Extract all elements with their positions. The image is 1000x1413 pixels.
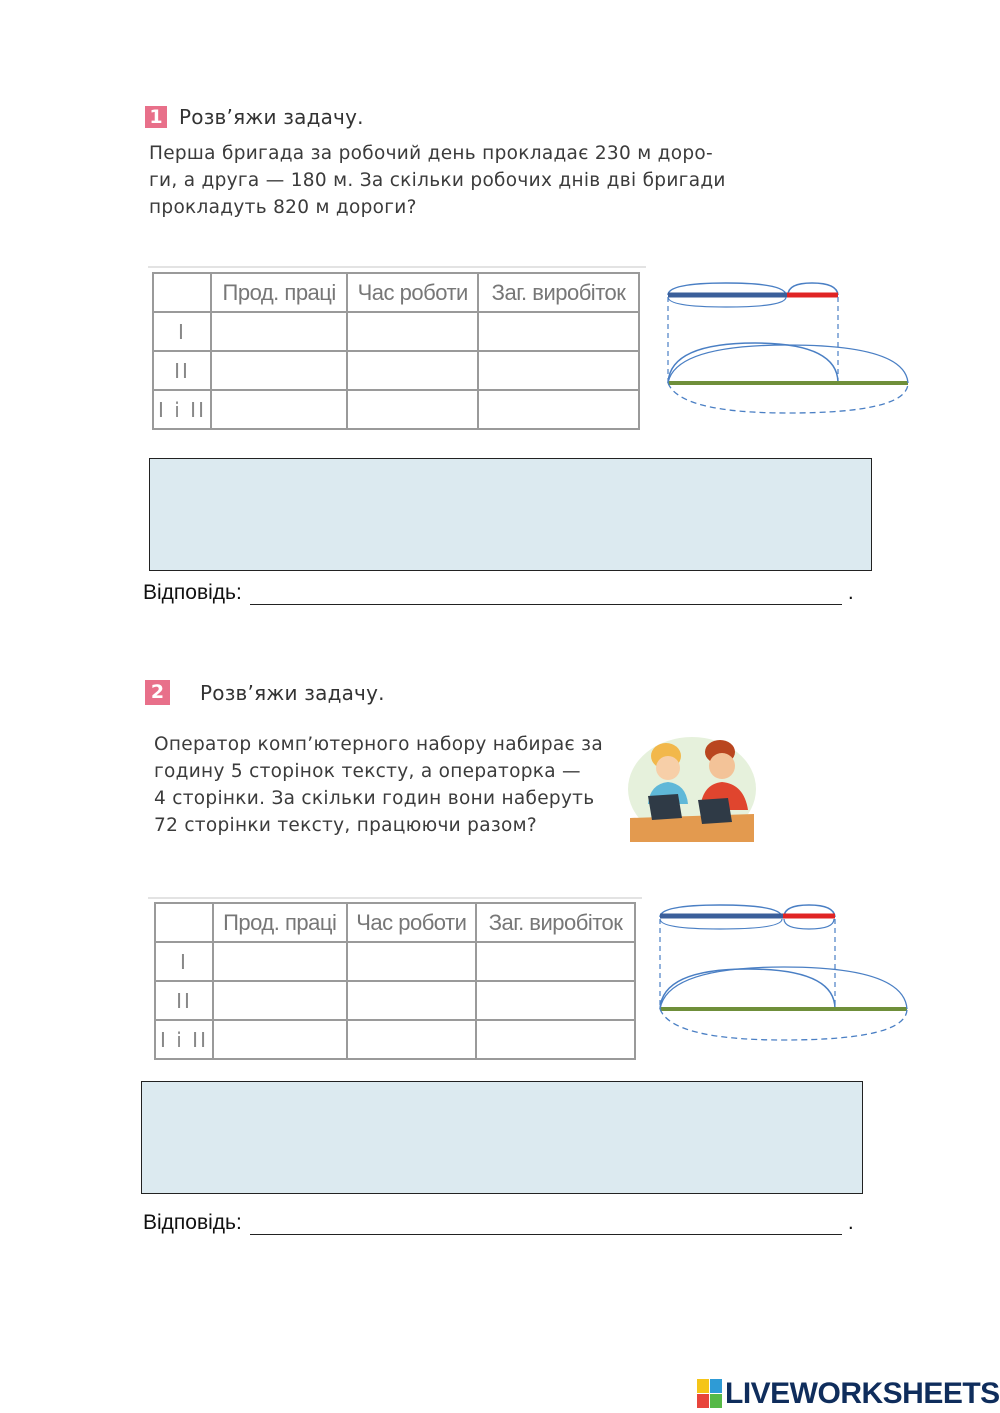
task-1-solution-area[interactable]	[149, 458, 872, 571]
table-row-label: II	[153, 351, 211, 390]
task-1-text-line: Перша бригада за робочий день прокладає 230 м доро-	[149, 143, 714, 164]
task-2-answer-input[interactable]	[250, 1211, 842, 1235]
boy-face-icon	[709, 753, 735, 779]
table-cell-input[interactable]	[478, 312, 639, 351]
task-2-answer-period: .	[847, 1211, 854, 1234]
table-cell-input[interactable]	[211, 351, 347, 390]
task-2-answer-row	[143, 1211, 854, 1235]
table-cell-input[interactable]	[213, 981, 347, 1020]
task-2-title: Розв’яжи задачу.	[200, 680, 385, 705]
task-2-table	[154, 902, 636, 1060]
table-row-label: I і II	[155, 1020, 213, 1059]
table-row-label: I	[153, 312, 211, 351]
arc-top-large	[660, 967, 907, 1009]
task-1-answer-period: .	[847, 581, 854, 604]
table-header-row	[153, 273, 639, 312]
table-cell-input[interactable]	[211, 312, 347, 351]
table-row	[153, 351, 639, 390]
laptop-right-icon	[698, 798, 732, 824]
table-row-label: II	[155, 981, 213, 1020]
table-cell-input[interactable]	[347, 351, 478, 390]
table-top-rule	[148, 897, 642, 899]
desk-icon	[630, 814, 754, 842]
arc-bottom-dashed	[660, 1009, 907, 1040]
table-cell-input[interactable]	[347, 942, 477, 981]
table-header-total-output: Заг. виробіток	[476, 903, 635, 942]
table-top-rule	[148, 266, 646, 268]
arc-bottom-dashed	[668, 383, 908, 413]
table-header-row	[155, 903, 635, 942]
task-1-text-line: прокладуть 820 м дороги?	[149, 197, 417, 218]
task-1-text	[149, 140, 726, 221]
task-1-title: Розв’яжи задачу.	[179, 105, 364, 129]
task-2-number-badge: 2	[145, 680, 170, 705]
liveworksheets-logo-text: LIVEWORKSHEETS	[725, 1377, 1000, 1410]
table-header-total-output: Заг. виробіток	[478, 273, 639, 312]
task-1-answer-label: Відповідь:	[143, 581, 242, 604]
table-header-time: Час роботи	[347, 273, 478, 312]
table-cell-input[interactable]	[211, 390, 347, 429]
task-2-text	[154, 731, 603, 839]
task-1-text-line: ги, а друга — 180 м. За скільки робочих днів дві бригади	[149, 170, 726, 191]
arc-top-large	[668, 345, 908, 383]
table-header-productivity: Прод. праці	[213, 903, 347, 942]
brace-blue-bottom	[668, 297, 786, 307]
task-2-text-line: Оператор комп’ютерного набору набирає за	[154, 734, 603, 755]
task-2-text-line: 4 сторінки. За скільки годин вони наберуть	[154, 788, 595, 809]
task-1-header	[145, 105, 364, 129]
table-cell-input[interactable]	[476, 1020, 635, 1059]
table-row	[155, 942, 635, 981]
table-cell-input[interactable]	[478, 351, 639, 390]
table-row	[153, 312, 639, 351]
arc-top-small	[668, 343, 838, 383]
task-1-table	[152, 272, 640, 430]
girl-face-icon	[656, 756, 680, 780]
task-2-segment-diagram	[652, 897, 914, 1047]
table-header-empty	[155, 903, 213, 942]
liveworksheets-logo[interactable]	[697, 1377, 1000, 1411]
task-1-segment-diagram	[660, 275, 915, 420]
table-cell-input[interactable]	[476, 981, 635, 1020]
table-cell-input[interactable]	[347, 981, 477, 1020]
table-cell-input[interactable]	[347, 312, 478, 351]
table-cell-input[interactable]	[213, 1020, 347, 1059]
brace-red-bottom	[784, 919, 834, 929]
task-2-text-line: 72 сторінки тексту, працюючи разом?	[154, 815, 537, 836]
laptop-left-icon	[648, 794, 682, 820]
liveworksheets-logo-icon	[697, 1379, 723, 1409]
table-cell-input[interactable]	[347, 1020, 477, 1059]
task-2-solution-area[interactable]	[141, 1081, 863, 1194]
table-row	[155, 981, 635, 1020]
table-cell-input[interactable]	[347, 390, 478, 429]
table-cell-input[interactable]	[213, 942, 347, 981]
task-2-answer-label: Відповідь:	[143, 1211, 242, 1234]
table-row-label: I	[155, 942, 213, 981]
table-cell-input[interactable]	[478, 390, 639, 429]
table-row	[155, 1020, 635, 1059]
table-header-empty	[153, 273, 211, 312]
task-2-text-line: годину 5 сторінок тексту, а операторка —	[154, 761, 581, 782]
arc-top-small	[660, 969, 835, 1009]
table-row-label: I і II	[153, 390, 211, 429]
task-1-answer-row	[143, 581, 854, 605]
brace-blue-bottom	[660, 919, 782, 929]
task-1-answer-input[interactable]	[250, 581, 842, 605]
children-at-laptops-illustration	[626, 734, 758, 844]
task-2-header	[145, 680, 385, 705]
task-1-number-badge: 1	[145, 106, 167, 128]
table-row	[153, 390, 639, 429]
table-header-time: Час роботи	[347, 903, 477, 942]
table-header-productivity: Прод. праці	[211, 273, 347, 312]
table-cell-input[interactable]	[476, 942, 635, 981]
